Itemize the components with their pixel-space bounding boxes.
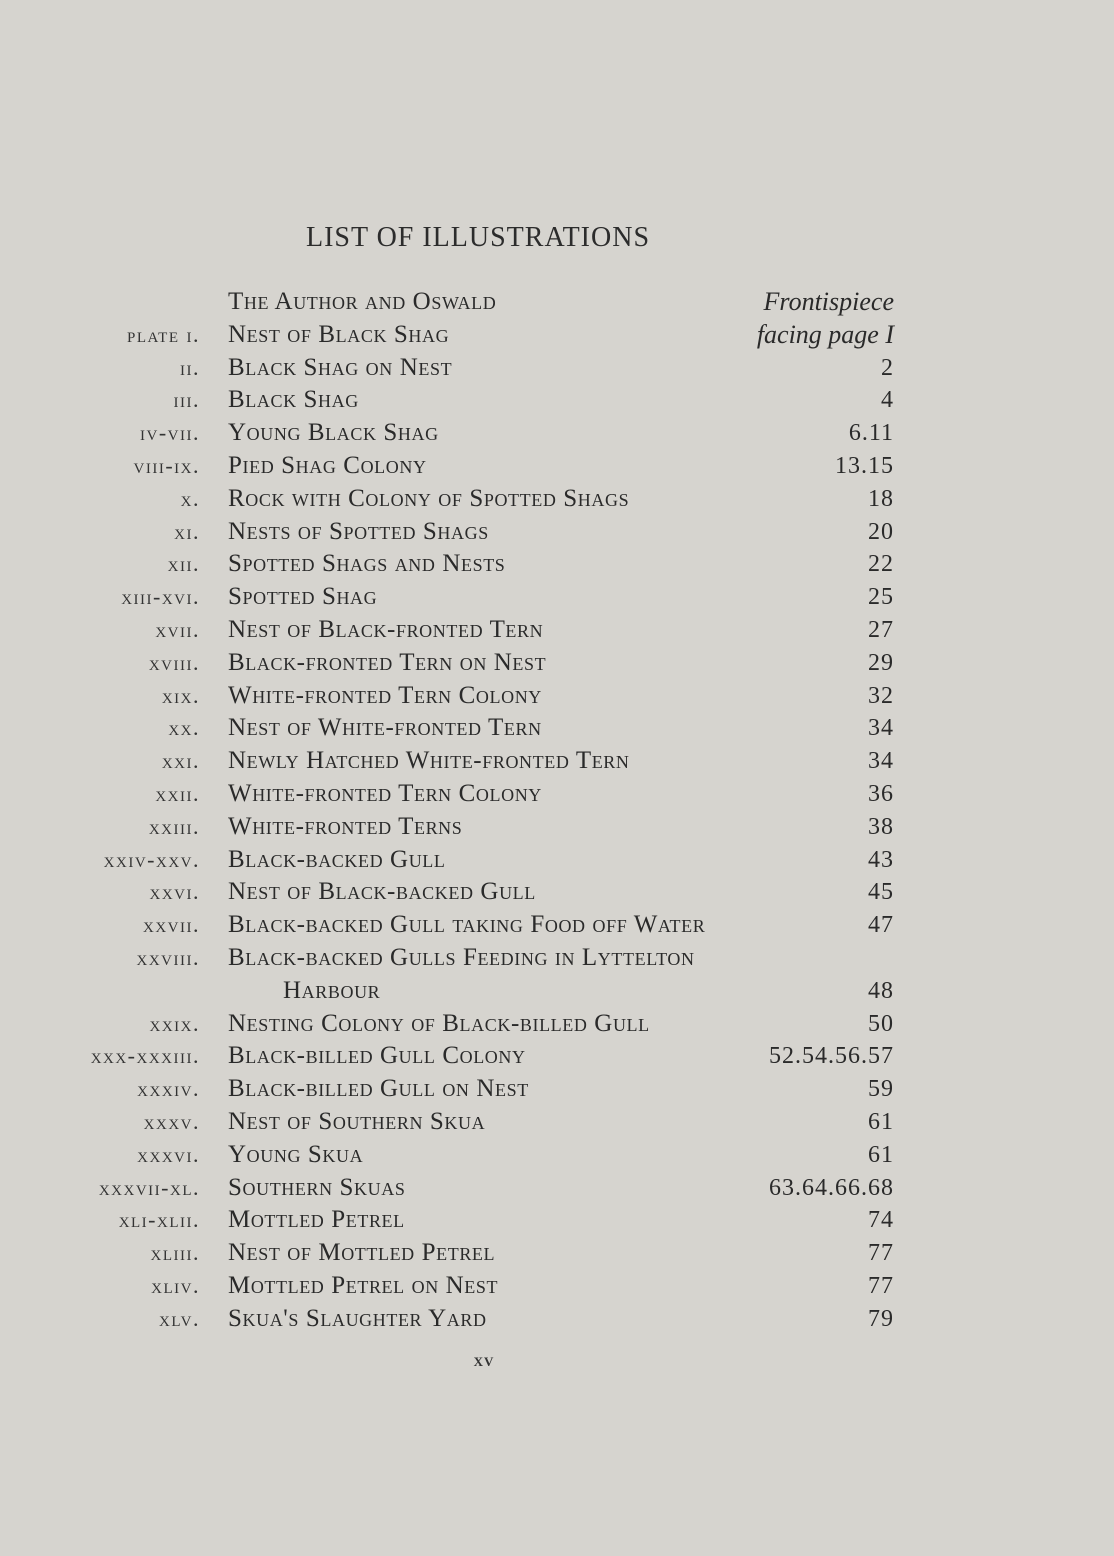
list-item (0, 712, 1114, 745)
illustration-caption: Skua's Slaughter Yard (228, 1304, 487, 1332)
plate-number: xxx-xxxiii. (90, 1043, 200, 1069)
plate-number: plate i. (127, 321, 200, 347)
list-item (0, 614, 1114, 647)
list-item (0, 1303, 1114, 1336)
page-reference: 6.11 (848, 420, 894, 447)
list-item (0, 1106, 1114, 1139)
list-item (0, 778, 1114, 811)
page-reference: 43 (868, 846, 894, 873)
plate-number: iv-vii. (140, 420, 200, 446)
illustration-caption: Black-billed Gull Colony (228, 1042, 526, 1070)
plate-number: xxvi. (149, 879, 200, 905)
page-reference: 32 (868, 682, 894, 709)
plate-number: xxxiv. (137, 1076, 200, 1102)
list-item (0, 286, 1114, 319)
list-item (0, 811, 1114, 844)
plate-number: xxxv. (143, 1108, 200, 1134)
illustration-caption: Black Shag on Nest (228, 353, 453, 381)
list-item (0, 352, 1114, 385)
list-item (0, 1204, 1114, 1237)
illustration-caption: Mottled Petrel on Nest (228, 1271, 499, 1299)
illustration-caption: Rock with Colony of Spotted Shags (228, 484, 630, 512)
list-item (0, 1172, 1114, 1205)
list-item (0, 581, 1114, 614)
page-number: xv (473, 1350, 495, 1371)
illustration-caption: Mottled Petrel (228, 1206, 405, 1234)
page-reference: 38 (868, 813, 894, 840)
page-reference: 20 (868, 518, 894, 545)
list-item (0, 1073, 1114, 1106)
plate-number: xviii. (148, 649, 200, 675)
page-reference: 27 (868, 616, 894, 643)
illustration-caption: Black-backed Gull (228, 845, 446, 873)
page-title: LIST OF ILLUSTRATIONS (305, 222, 651, 253)
list-item (0, 647, 1114, 680)
plate-number: viii-ix. (133, 452, 200, 478)
illustration-caption: Nest of White-fronted Tern (228, 714, 542, 742)
plate-number: xvii. (155, 616, 200, 642)
plate-number: xxii. (155, 780, 200, 806)
page-reference: 77 (868, 1272, 894, 1299)
illustration-caption: White-fronted Terns (228, 812, 463, 840)
illustration-caption: Spotted Shags and Nests (228, 550, 506, 578)
page-reference: 22 (868, 551, 894, 578)
list-item (0, 384, 1114, 417)
list-item (0, 909, 1114, 942)
page-reference: 34 (868, 715, 894, 742)
illustration-caption: Black Shag (228, 386, 359, 414)
list-item (0, 975, 1114, 1008)
page-reference: 74 (868, 1207, 894, 1234)
plate-number: xi. (174, 518, 200, 544)
illustration-caption: Nests of Spotted Shags (228, 517, 489, 545)
illustration-caption: White-fronted Tern Colony (228, 681, 542, 709)
list-item (0, 1040, 1114, 1073)
page-reference: 47 (868, 912, 894, 939)
plate-number: xli-xlii. (118, 1207, 200, 1233)
page-reference: 59 (868, 1076, 894, 1103)
list-item (0, 1237, 1114, 1270)
page-reference: 52.54.56.57 (769, 1043, 894, 1070)
illustration-caption: Black-backed Gull taking Food off Water (228, 911, 706, 939)
page-reference: 29 (868, 649, 894, 676)
illustration-caption: Nesting Colony of Black-billed Gull (228, 1009, 650, 1037)
illustration-caption: Black-billed Gull on Nest (228, 1075, 529, 1103)
plate-number: xxxvii-xl. (98, 1174, 200, 1200)
page-reference: 13.15 (835, 452, 894, 479)
illustration-caption: Spotted Shag (228, 583, 378, 611)
list-item (0, 745, 1114, 778)
plate-number: xliii. (150, 1240, 200, 1266)
illustration-caption: Nest of Black-backed Gull (228, 878, 536, 906)
list-item (0, 1008, 1114, 1041)
plate-number: xxix. (149, 1010, 200, 1036)
list-item (0, 516, 1114, 549)
plate-number: xxviii. (136, 944, 200, 970)
list-item (0, 450, 1114, 483)
illustration-caption: Nest of Black Shag (228, 320, 450, 348)
page-reference: 63.64.66.68 (769, 1174, 894, 1201)
illustration-caption: Nest of Black-fronted Tern (228, 615, 544, 643)
list-item (0, 942, 1114, 975)
plate-number: xxxvi. (137, 1141, 200, 1167)
page-reference: 79 (868, 1305, 894, 1332)
page-reference: 2 (881, 354, 894, 381)
page-reference: 61 (868, 1108, 894, 1135)
page-reference: facing page I (756, 319, 894, 349)
illustration-caption: White-fronted Tern Colony (228, 779, 542, 807)
page-reference: 61 (868, 1141, 894, 1168)
page-reference: Frontispiece (763, 287, 894, 316)
page-reference: 45 (868, 879, 894, 906)
illustration-caption: Young Black Shag (228, 419, 439, 447)
illustration-caption: Nest of Southern Skua (228, 1107, 486, 1135)
list-item (0, 1139, 1114, 1172)
illustration-caption: Pied Shag Colony (228, 451, 427, 479)
plate-number: xii. (167, 551, 200, 577)
illustration-caption: Black-fronted Tern on Nest (228, 648, 547, 676)
list-item (0, 844, 1114, 877)
page-reference: 36 (868, 780, 894, 807)
list-item (0, 680, 1114, 713)
illustration-caption: Young Skua (228, 1140, 364, 1168)
plate-number: iii. (173, 387, 200, 413)
plate-number: x. (180, 485, 200, 511)
plate-number: xxiii. (148, 813, 200, 839)
illustration-caption: Newly Hatched White-fronted Tern (228, 747, 630, 775)
page-reference: 48 (868, 977, 894, 1004)
plate-number: xiii-xvi. (121, 584, 200, 610)
page-reference: 4 (881, 387, 894, 414)
plate-number: ii. (180, 354, 200, 380)
plate-number: xxi. (161, 748, 200, 774)
plate-number: xix. (161, 682, 200, 708)
list-item (0, 319, 1114, 352)
illustrations-list (0, 286, 1114, 1336)
plate-number: xlv. (159, 1305, 200, 1331)
page-reference: 77 (868, 1240, 894, 1267)
illustration-caption: Nest of Mottled Petrel (228, 1239, 496, 1267)
list-item (0, 548, 1114, 581)
illustration-caption: The Author and Oswald (228, 288, 497, 315)
plate-number: xx. (168, 715, 200, 741)
plate-number: xxiv-xxv. (103, 846, 200, 872)
illustration-caption: Harbour (283, 976, 381, 1004)
page-reference: 18 (868, 485, 894, 512)
list-item (0, 417, 1114, 450)
page-reference: 50 (868, 1010, 894, 1037)
illustration-caption: Black-backed Gulls Feeding in Lyttelton (228, 943, 695, 971)
list-item (0, 483, 1114, 516)
list-item (0, 1270, 1114, 1303)
plate-number: xxvii. (143, 912, 200, 938)
plate-number: xliv. (151, 1272, 200, 1298)
page-reference: 25 (868, 584, 894, 611)
list-item (0, 876, 1114, 909)
page-reference: 34 (868, 748, 894, 775)
illustration-caption: Southern Skuas (228, 1173, 406, 1201)
